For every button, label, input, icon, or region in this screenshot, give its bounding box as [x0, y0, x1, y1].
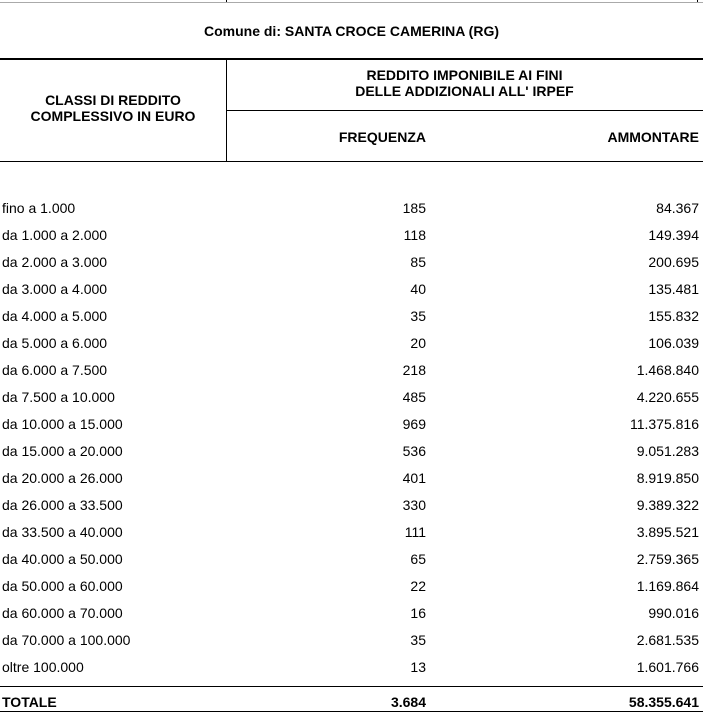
grid-line — [0, 2, 703, 3]
class-cell: da 26.000 a 33.500 — [2, 497, 123, 513]
amount-cell: 9.051.283 — [636, 443, 699, 459]
frequency-cell: 35 — [410, 632, 426, 648]
comune-title: Comune di: SANTA CROCE CAMERINA (RG) — [203, 23, 500, 39]
frequenza-header: FREQUENZA — [338, 129, 426, 145]
table-row — [0, 438, 703, 465]
class-cell: da 40.000 a 50.000 — [2, 551, 123, 567]
table-row — [0, 654, 703, 681]
table-row — [0, 519, 703, 546]
frequency-cell: 185 — [402, 200, 426, 216]
class-cell: oltre 100.000 — [2, 659, 84, 675]
frequency-cell: 218 — [402, 362, 426, 378]
table-row — [0, 276, 703, 303]
frequency-cell: 85 — [410, 254, 426, 270]
table-row — [0, 357, 703, 384]
amount-cell: 135.481 — [648, 281, 699, 297]
table-row — [0, 303, 703, 330]
amount-cell: 84.367 — [656, 200, 699, 216]
class-cell: da 60.000 a 70.000 — [2, 605, 123, 621]
table-row — [0, 249, 703, 276]
class-cell: da 1.000 a 2.000 — [2, 227, 108, 243]
table-row — [0, 411, 703, 438]
class-cell: da 3.000 a 4.000 — [2, 281, 108, 297]
table-row — [0, 600, 703, 627]
frequency-cell: 65 — [410, 551, 426, 567]
frequency-cell: 16 — [410, 605, 426, 621]
amount-cell: 1.169.864 — [636, 578, 699, 594]
amount-cell: 2.681.535 — [636, 632, 699, 648]
amount-cell: 106.039 — [648, 335, 699, 351]
header-bottom-border — [0, 161, 703, 162]
class-cell: da 4.000 a 5.000 — [2, 308, 108, 324]
class-cell: da 20.000 a 26.000 — [2, 470, 123, 486]
class-cell: da 5.000 a 6.000 — [2, 335, 108, 351]
frequency-cell: 40 — [410, 281, 426, 297]
amount-cell: 8.919.850 — [636, 470, 699, 486]
class-cell: da 7.500 a 10.000 — [2, 389, 115, 405]
class-cell: da 50.000 a 60.000 — [2, 578, 123, 594]
classi-header — [0, 92, 226, 124]
class-cell: da 70.000 a 100.000 — [2, 632, 131, 648]
amount-cell: 9.389.322 — [636, 497, 699, 513]
frequency-cell: 111 — [404, 524, 426, 540]
frequency-cell: 330 — [402, 497, 426, 513]
amount-cell: 1.601.766 — [636, 659, 699, 675]
class-cell: da 15.000 a 20.000 — [2, 443, 123, 459]
class-cell: da 6.000 a 7.500 — [2, 362, 108, 378]
table-row — [0, 330, 703, 357]
class-cell: da 10.000 a 15.000 — [2, 416, 123, 432]
table-row — [0, 195, 703, 222]
table-row — [0, 627, 703, 654]
class-cell: da 33.500 a 40.000 — [2, 524, 123, 540]
classi-header-line1: CLASSI DI REDDITO — [45, 92, 181, 108]
totale-bottom-border — [0, 711, 703, 712]
frequency-cell: 118 — [403, 227, 426, 243]
frequency-cell: 35 — [410, 308, 426, 324]
totale-amount: 58.355.641 — [628, 694, 699, 710]
amount-cell: 155.832 — [648, 308, 699, 324]
frequency-cell: 401 — [402, 470, 426, 486]
reddito-header-line2: DELLE ADDIZIONALI ALL' IRPEF — [355, 83, 574, 99]
amount-cell: 200.695 — [648, 254, 699, 270]
frequency-cell: 536 — [402, 443, 426, 459]
frequency-cell: 13 — [410, 659, 426, 675]
amount-cell: 1.468.840 — [636, 362, 699, 378]
reddito-header — [226, 67, 703, 99]
amount-cell: 4.220.655 — [636, 389, 699, 405]
totale-top-border — [0, 686, 703, 687]
class-cell: fino a 1.000 — [2, 200, 76, 216]
table-row — [0, 222, 703, 249]
frequency-cell: 22 — [410, 578, 426, 594]
header-top-border — [0, 58, 703, 60]
amount-cell: 149.394 — [648, 227, 699, 243]
amount-cell: 3.895.521 — [636, 524, 699, 540]
table-row — [0, 492, 703, 519]
ammontare-header: AMMONTARE — [607, 129, 699, 145]
table-row — [0, 465, 703, 492]
class-cell: da 2.000 a 3.000 — [2, 254, 108, 270]
totale-label: TOTALE — [2, 694, 57, 710]
frequency-cell: 969 — [402, 416, 426, 432]
amount-cell: 990.016 — [648, 605, 699, 621]
amount-cell: 2.759.365 — [636, 551, 699, 567]
table-row — [0, 384, 703, 411]
totale-frequency: 3.684 — [390, 694, 426, 710]
amount-cell: 11.375.816 — [629, 416, 699, 432]
header-subdivider — [226, 110, 703, 111]
table-row — [0, 573, 703, 600]
reddito-header-line1: REDDITO IMPONIBILE AI FINI — [366, 67, 563, 83]
frequency-cell: 20 — [410, 335, 426, 351]
frequency-cell: 485 — [402, 389, 426, 405]
classi-header-line2: COMPLESSIVO IN EURO — [30, 108, 196, 124]
table-row — [0, 546, 703, 573]
